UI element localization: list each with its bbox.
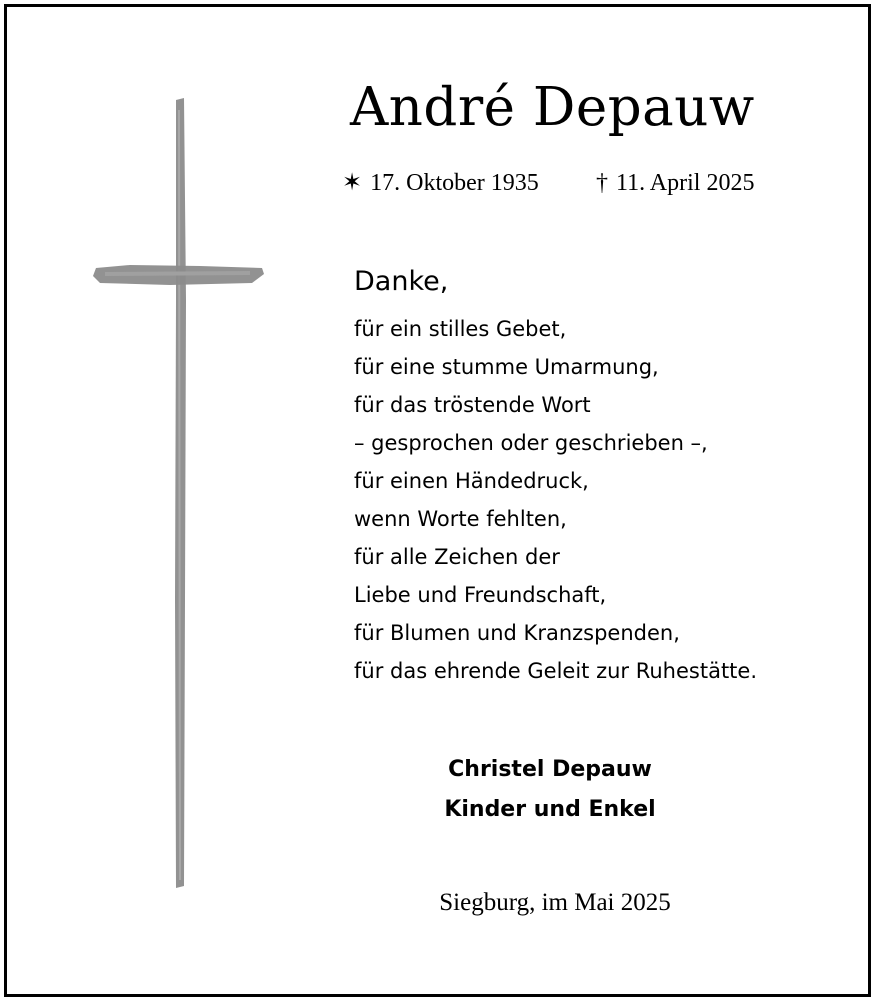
signature <box>400 750 700 830</box>
poem-line: für das ehrende Geleit zur Ruhestätte. <box>354 659 758 683</box>
death-date-line <box>596 168 754 198</box>
deceased-name: André Depauw <box>350 77 755 138</box>
poem-line: wenn Worte fehlten, <box>354 507 567 531</box>
place-and-date: Siegburg, im Mai 2025 <box>439 889 671 916</box>
birth-date-line <box>342 168 539 198</box>
poem-line: Liebe und Freundschaft, <box>354 583 607 607</box>
poem-line: – gesprochen oder geschrieben –, <box>354 431 708 455</box>
signature-line: Kinder und Enkel <box>444 797 656 822</box>
poem-line: für das tröstende Wort <box>354 393 591 417</box>
signature-line: Christel Depauw <box>448 757 652 782</box>
poem-line: für einen Händedruck, <box>354 469 589 493</box>
birth-date: 17. Oktober 1935 <box>370 170 539 196</box>
dagger-icon: † <box>596 170 608 196</box>
poem-line: für eine stumme Umarmung, <box>354 355 659 379</box>
greeting: Danke, <box>354 266 449 297</box>
poem-line: für ein stilles Gebet, <box>354 317 567 341</box>
star-icon: ✶ <box>342 170 363 196</box>
poem-line: für Blumen und Kranzspenden, <box>354 621 680 645</box>
death-date: 11. April 2025 <box>616 170 755 196</box>
thank-you-text <box>354 262 757 690</box>
poem-line: für alle Zeichen der <box>354 545 560 569</box>
